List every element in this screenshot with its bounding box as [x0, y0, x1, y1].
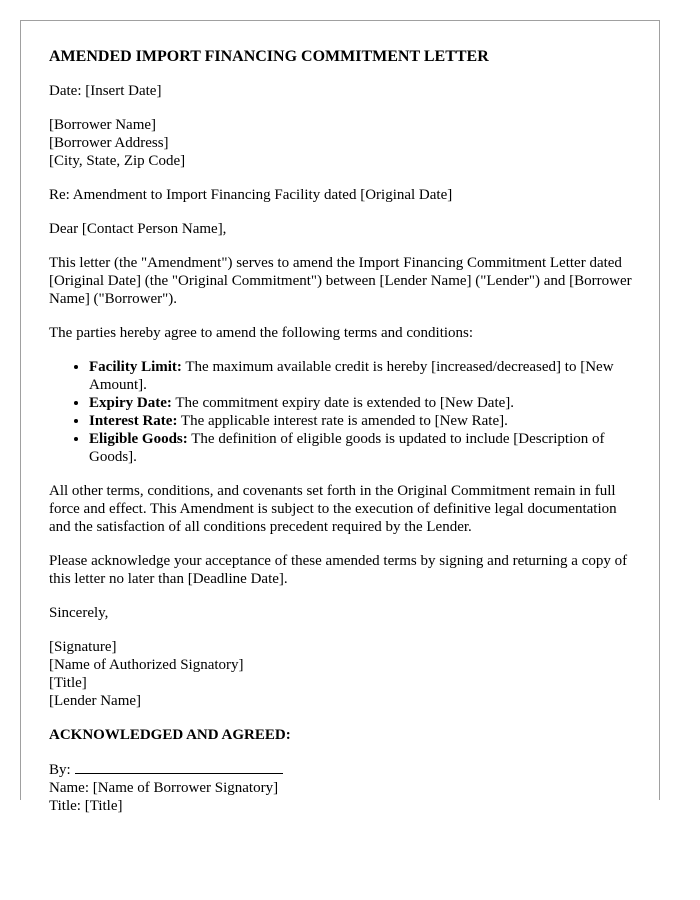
term-label: Interest Rate: [89, 413, 178, 429]
letter-page [20, 20, 660, 814]
signatory-title: [Title] [49, 675, 87, 691]
term-interest-rate [89, 412, 634, 430]
signatory-name: [Name of Authorized Signatory] [49, 657, 244, 673]
terms-list [49, 358, 634, 466]
closing: Sincerely, [49, 605, 109, 621]
agree-line: The parties hereby agree to amend the following terms and conditions: [49, 325, 474, 341]
term-text: The commitment expiry date is extended to [New Date]. [171, 395, 515, 411]
borrower-address: [Borrower Address] [49, 135, 169, 151]
letter-title: AMENDED IMPORT FINANCING COMMITMENT LETTER [49, 48, 489, 65]
acknowledge-paragraph: Please acknowledge your acceptance of these amended terms by signing and returning a copy of this letter no later than [Deadline Date]. [49, 553, 628, 587]
by-line [49, 759, 634, 779]
by-label: By: [49, 762, 71, 778]
signature-line [75, 759, 283, 774]
term-text: The applicable interest rate is amended to [New Rate]. [177, 413, 508, 429]
other-terms-paragraph: All other terms, conditions, and covenants set forth in the Original Commitment remain in full force and effect. This Amendment is subject to the execution of definitive legal documentation and the satisfaction of all conditions precedent required by the Lender. [49, 483, 617, 535]
signature-block [49, 638, 634, 710]
term-facility-limit [89, 358, 634, 394]
borrower-name: [Borrower Name] [49, 117, 157, 133]
borrower-ack-block [49, 759, 634, 815]
re-line: Re: Amendment to Import Financing Facility dated [Original Date] [49, 187, 453, 203]
borrower-signatory-title: Title: [Title] [49, 798, 123, 814]
term-label: Expiry Date: [89, 395, 172, 411]
borrower-city-state-zip: [City, State, Zip Code] [49, 153, 186, 169]
intro-paragraph: This letter (the "Amendment") serves to amend the Import Financing Commitment Letter dated [Original Date] (the "Original Commitment") between [Lender Name] ("Lender") and [Borrower Name] ("Borrower"). [49, 255, 632, 307]
term-label: Eligible Goods: [89, 431, 188, 447]
letter-content [49, 47, 634, 831]
term-label: Facility Limit: [89, 359, 182, 375]
borrower-signatory-name: Name: [Name of Borrower Signatory] [49, 780, 279, 796]
salutation: Dear [Contact Person Name], [49, 221, 227, 237]
ack-heading: ACKNOWLEDGED AND AGREED: [49, 727, 291, 743]
lender-name: [Lender Name] [49, 693, 142, 709]
term-expiry-date [89, 394, 634, 412]
term-text: The definition of eligible goods is updated to include [Description of Goods]. [89, 431, 605, 465]
term-text: The maximum available credit is hereby [increased/decreased] to [New Amount]. [89, 359, 614, 393]
date-line: Date: [Insert Date] [49, 83, 162, 99]
signature-placeholder: [Signature] [49, 639, 117, 655]
borrower-address-block [49, 116, 634, 170]
term-eligible-goods [89, 430, 634, 466]
